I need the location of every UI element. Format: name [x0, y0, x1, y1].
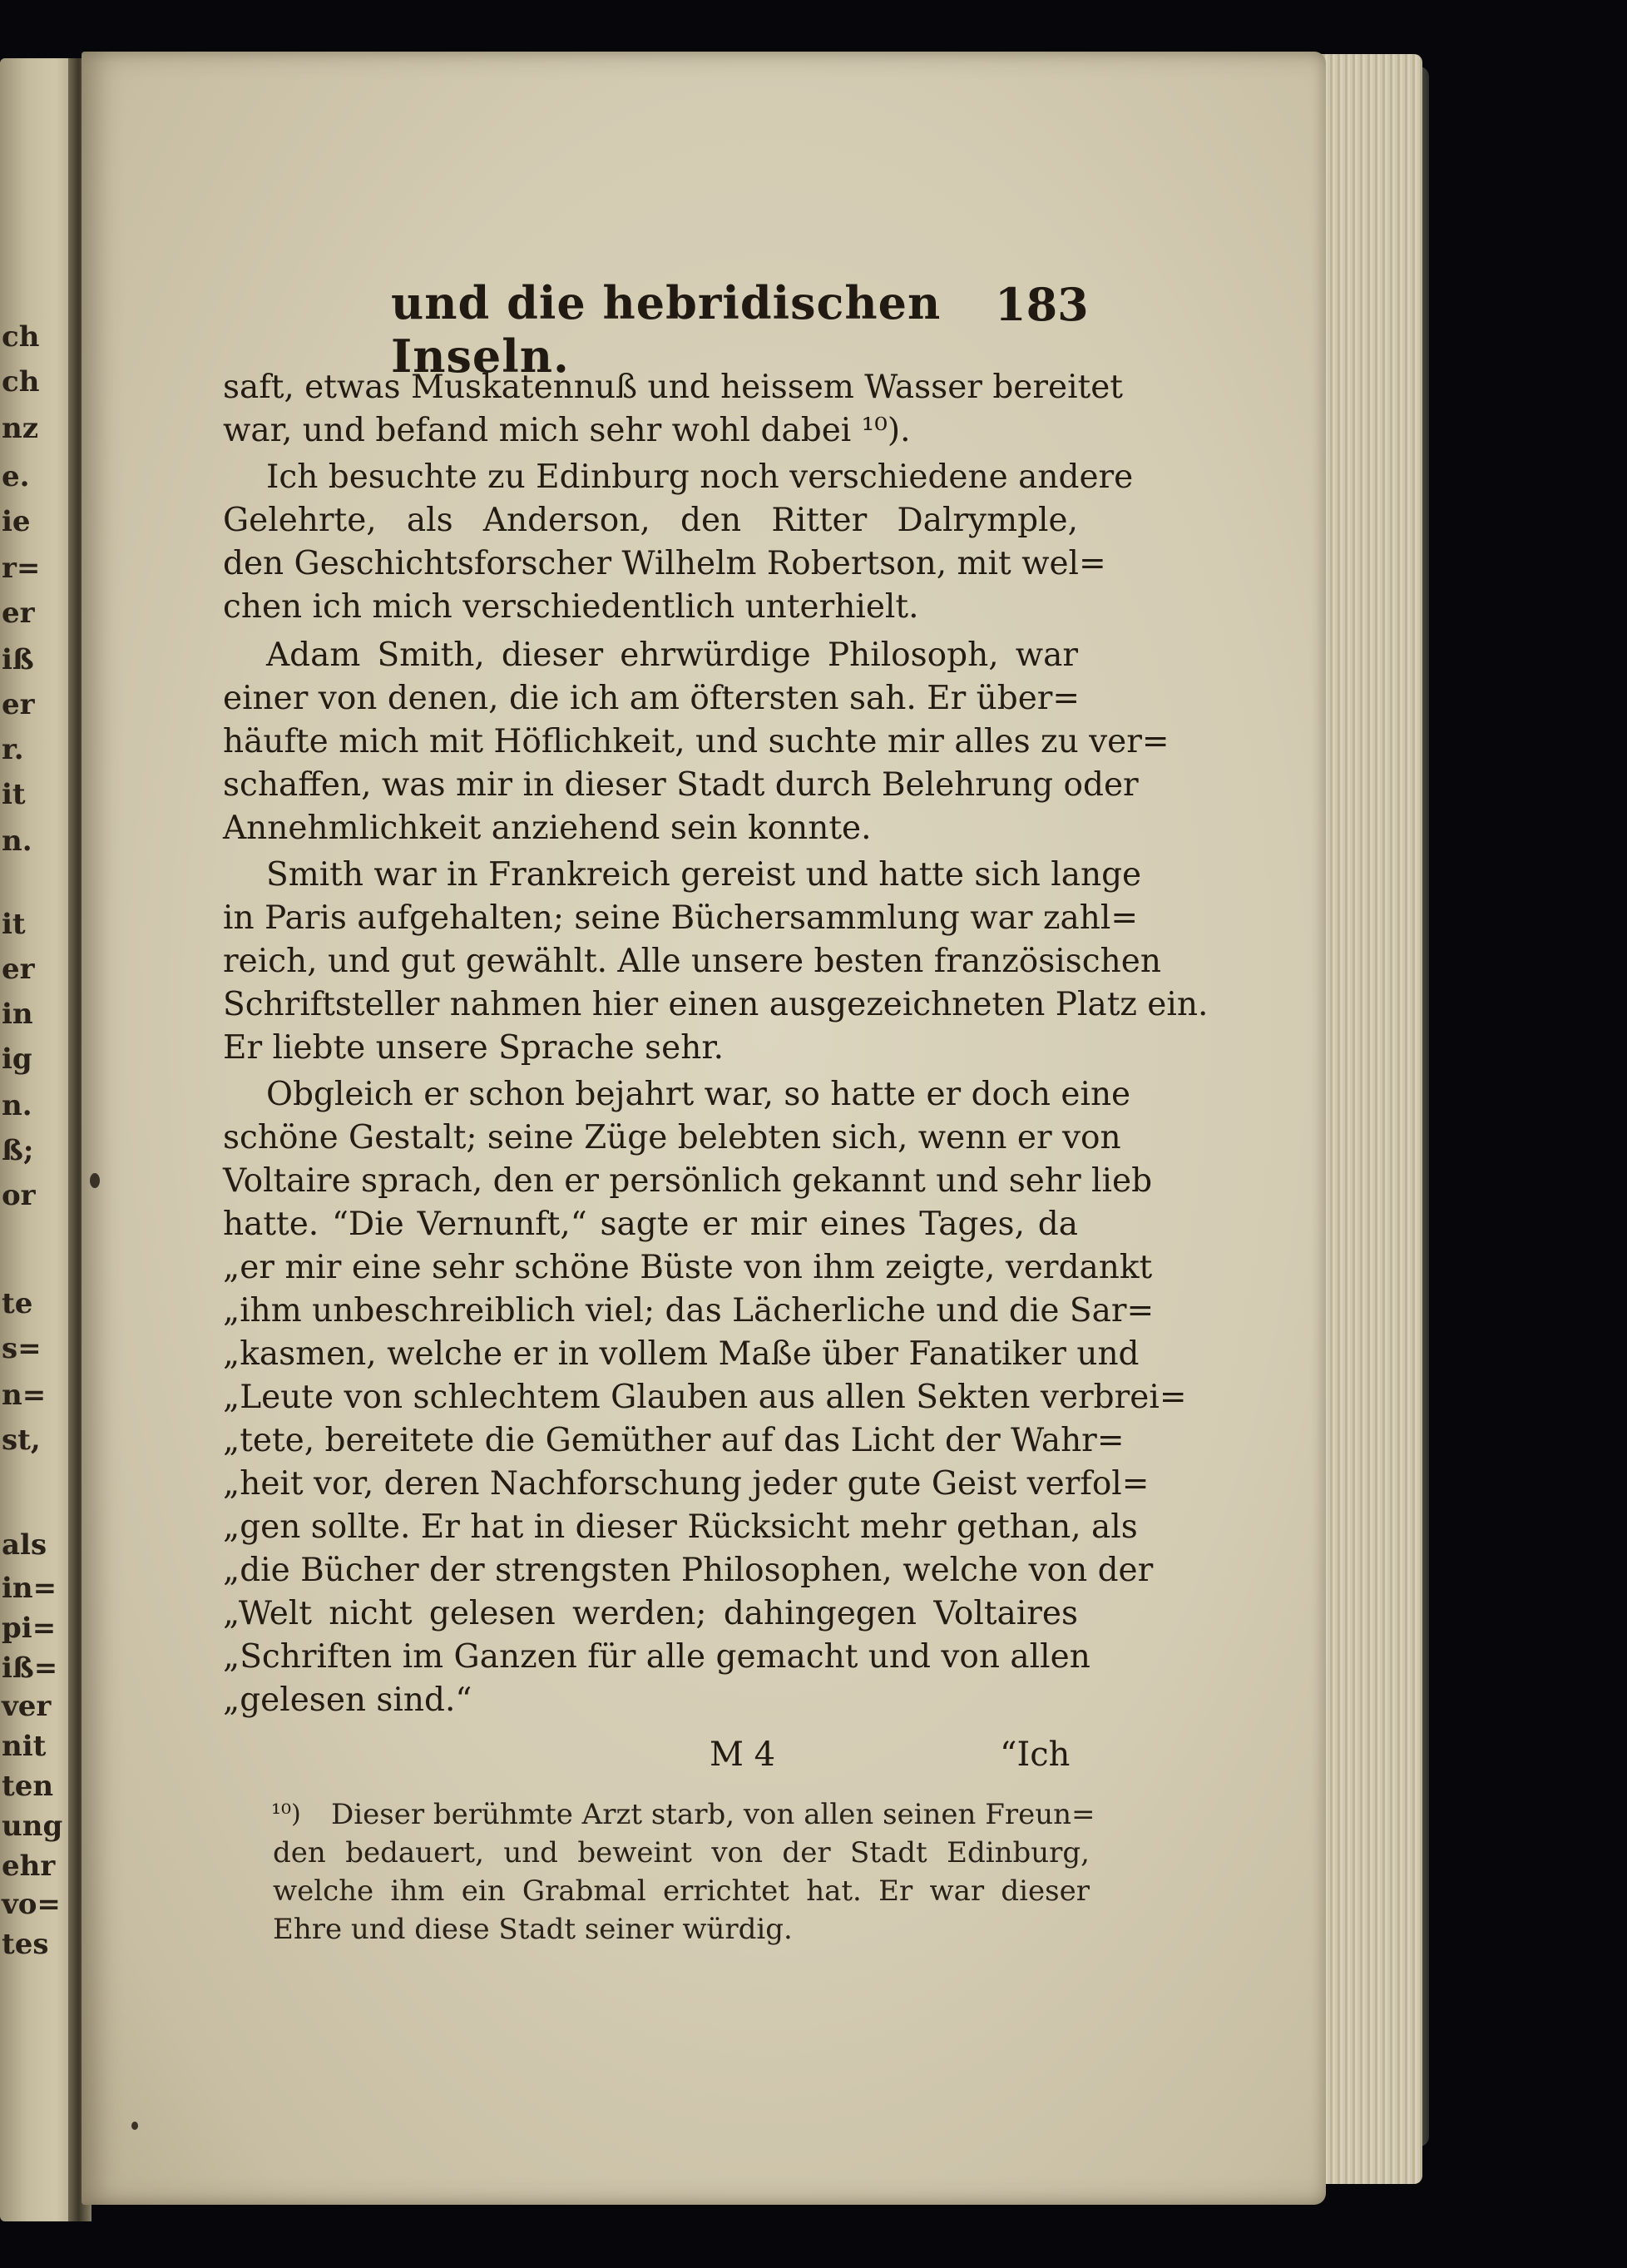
text-line: Annehmlichkeit anziehend sein konnte.: [223, 810, 872, 847]
left-page-fragment: in: [2, 998, 33, 1031]
left-page-fragment: r=: [2, 552, 41, 585]
left-page-fragment: ch: [2, 365, 40, 399]
left-page-fragment: als: [2, 1528, 47, 1562]
left-page-fragment: nit: [2, 1730, 47, 1763]
left-page-fragment: nz: [2, 412, 39, 445]
paper-speck: [131, 2122, 138, 2130]
text-line: Voltaire sprach, den er persönlich gekannt und sehr lieb: [223, 1162, 1153, 1200]
text-line: war, und befand mich sehr wohl dabei ¹⁰).: [223, 412, 911, 449]
page-number: 183: [995, 278, 1089, 331]
left-page-fragment: pi=: [2, 1612, 57, 1645]
left-page-fragment: ver: [2, 1690, 52, 1723]
text-line: „Schriften im Ganzen für alle gemacht und von allen: [223, 1638, 1090, 1676]
left-page-fragment: ch: [2, 320, 40, 354]
left-page-fragment: ten: [2, 1770, 54, 1803]
left-page-fragment: s=: [2, 1332, 42, 1365]
left-page-fragment: iß=: [2, 1651, 58, 1685]
catchword: “Ich: [1000, 1736, 1071, 1774]
left-page-fragment: in=: [2, 1572, 57, 1605]
text-line: einer von denen, die ich am öftersten sah. Er über=: [223, 680, 1081, 717]
left-page-fragment: n.: [2, 825, 32, 858]
footnote-line: welche ihm ein Grabmal errichtet hat. Er war dieser: [273, 1874, 1090, 1908]
left-page-fragment: er: [2, 597, 35, 630]
text-line: schaffen, was mir in dieser Stadt durch Belehrung oder: [223, 766, 1139, 804]
signature-mark: M 4: [710, 1736, 776, 1774]
text-line: „die Bücher der strengsten Philosophen, welche von der: [223, 1552, 1154, 1589]
text-line: „er mir eine sehr schöne Büste von ihm zeigte, verdankt: [223, 1249, 1153, 1286]
left-page-fragment: ehr: [2, 1850, 56, 1883]
footnote-marker: ¹⁰): [271, 1800, 301, 1829]
text-line: reich, und gut gewählt. Alle unsere besten französischen: [223, 943, 1161, 980]
left-page-fragment: it: [2, 908, 26, 941]
left-page-fragment: or: [2, 1179, 36, 1212]
text-line: „heit vor, deren Nachforschung jeder gute Geist verfol=: [223, 1465, 1150, 1503]
left-page-fragment: te: [2, 1287, 33, 1320]
text-line: häufte mich mit Höflichkeit, und suchte mir alles zu ver=: [223, 723, 1170, 760]
text-line: Smith war in Frankreich gereist und hatte sich lange: [266, 856, 1142, 894]
text-line: Ich besuchte zu Edinburg noch verschiedene andere: [266, 458, 1134, 496]
left-page-fragment: it: [2, 778, 26, 811]
footnote-line: den bedauert, und beweint von der Stadt Edinburg,: [273, 1836, 1090, 1869]
left-page-fragment: ung: [2, 1810, 63, 1843]
text-line: „kasmen, welche er in vollem Maße über Fanatiker und: [223, 1335, 1140, 1373]
left-page-fragment: vo=: [2, 1888, 61, 1921]
right-page: [82, 52, 1326, 2205]
text-line: den Geschichtsforscher Wilhelm Robertson, mit wel=: [223, 545, 1106, 582]
text-line: schöne Gestalt; seine Züge belebten sich, wenn er von: [223, 1119, 1121, 1156]
text-line: Adam Smith, dieser ehrwürdige Philosoph, war: [266, 636, 1078, 674]
text-line: „Welt nicht gelesen werden; dahingegen Voltaires: [223, 1595, 1078, 1632]
left-page-fragment: ig: [2, 1042, 32, 1076]
text-line: „Leute von schlechtem Glauben aus allen Sekten verbrei=: [223, 1379, 1187, 1416]
left-page-fragment: er: [2, 953, 35, 986]
left-page-fragment: iß: [2, 643, 34, 676]
running-header: und die hebridischen Inseln.: [391, 276, 942, 383]
text-line: in Paris aufgehalten; seine Büchersammlung war zahl=: [223, 899, 1139, 937]
left-page-fragment: er: [2, 688, 35, 721]
left-page-fragment: n=: [2, 1379, 47, 1412]
text-line: chen ich mich verschiedentlich unterhielt.: [223, 588, 919, 626]
text-line: „ihm unbeschreiblich viel; das Lächerliche und die Sar=: [223, 1292, 1155, 1330]
text-line: Gelehrte, als Anderson, den Ritter Dalrymple,: [223, 502, 1078, 539]
text-line: saft, etwas Muskatennuß und heissem Wasser bereitet: [223, 369, 1123, 406]
paper-speck: [90, 1173, 100, 1188]
left-page-fragment: r.: [2, 733, 24, 766]
text-line: „tete, bereitete die Gemüther auf das Licht der Wahr=: [223, 1422, 1125, 1459]
text-line: hatte. “Die Vernunft,“ sagte er mir eines Tages, da: [223, 1206, 1078, 1243]
left-page-fragment: ß;: [2, 1134, 34, 1167]
text-line: „gen sollte. Er hat in dieser Rücksicht mehr gethan, als: [223, 1508, 1138, 1546]
footnote-line: Ehre und diese Stadt seiner würdig.: [273, 1913, 793, 1946]
text-line: Schriftsteller nahmen hier einen ausgezeichneten Platz ein.: [223, 986, 1209, 1023]
footnote-line: Dieser berühmte Arzt starb, von allen seinen Freun=: [331, 1798, 1095, 1831]
left-page-fragment: e.: [2, 460, 30, 493]
left-page-fragment: st,: [2, 1424, 41, 1457]
left-page-fragment: tes: [2, 1928, 49, 1961]
text-line: „gelesen sind.“: [223, 1681, 472, 1719]
left-page-fragment: n.: [2, 1089, 32, 1122]
left-page-fragment: ie: [2, 505, 31, 538]
text-line: Obgleich er schon bejahrt war, so hatte er doch eine: [266, 1076, 1131, 1113]
text-line: Er liebte unsere Sprache sehr.: [223, 1029, 724, 1067]
